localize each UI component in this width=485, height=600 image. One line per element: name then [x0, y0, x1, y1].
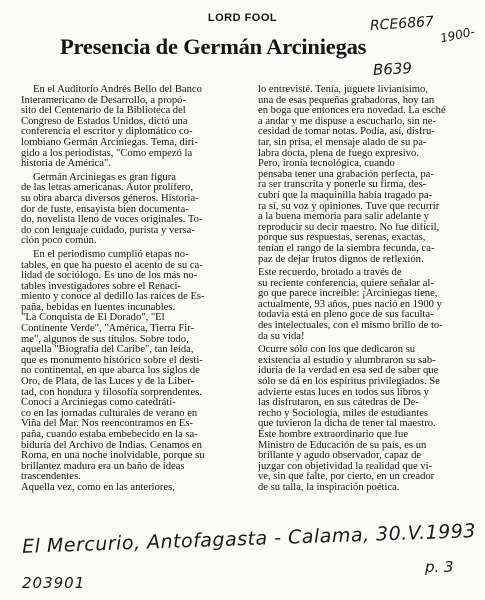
text-line: de su talla, la inspiración poética. [258, 482, 400, 493]
text-line: Este hombre extraordinario que fue [258, 430, 409, 440]
shelf-mark-note: B639 [372, 58, 413, 80]
text-line: biduría del Archivo de Indias. Cenamos en [21, 440, 202, 451]
text-line: En el periodismo cumplió etapas no- [33, 249, 189, 260]
text-line: Este recuerdo, brotado a través de [258, 268, 402, 279]
article-column-right [258, 85, 468, 494]
text-line: ción poco común. [21, 236, 97, 247]
stamp-number-note: 203901 [22, 574, 86, 592]
text-line: Pero, ironía tecnológica, cuando [258, 159, 395, 170]
text-line: todavía está en pleno goce de sus faculta- [258, 310, 434, 321]
text-line: recho y Sociología, miles de estudiantes [258, 408, 429, 419]
text-line: que tuvieron la dicha de tener tal maestro. [258, 419, 436, 430]
text-line: advierte estas luces en todos sus libros y [258, 387, 429, 398]
text-line: go que parece increíble: ¡Arciniegas tiene, [258, 289, 438, 300]
article-column-left [21, 85, 254, 494]
text-line: paña, bebidas en fuentes incunables. [21, 302, 176, 313]
text-line: Roma, en una noche inolvidable, porque su [21, 451, 205, 462]
text-line: su reciente conferencia, quiere señalar al- [258, 278, 434, 289]
text-line: me", algunos de sus títulos. Sobre todo, [21, 334, 189, 345]
text-line: tables, en que ha puesto el acento de su ca- [21, 260, 203, 271]
text-line: porque sus respuestas, serenas, exactas, [258, 233, 426, 244]
text-line: cesidad de tomar notas. Podía, así, disfru- [258, 127, 435, 138]
text-line: las disfrutaron, en sus cátedras de De- [258, 398, 419, 409]
text-line: Conocí a Arciniegas como catedráti- [21, 398, 176, 409]
text-line: paz de dejar frutos dignos de reflexión. [258, 254, 424, 265]
text-line: gido a los periodistas, "Como empezó la [21, 148, 193, 159]
text-line: existencia al estudio y alumbraron su sab- [258, 355, 436, 366]
text-line: ra sí, su voz y opiniones. Tuve que recurrir [258, 201, 440, 212]
text-line: sólo se dá en los espíritus privilegiados. Se [258, 377, 440, 388]
text-line: cubrí que la maquinilla había tragado pa- [258, 190, 433, 201]
text-line: ve, sin que falte, por cierto, en un creador [258, 472, 435, 483]
text-line: Ministro de Educación de su país, es un [258, 440, 427, 451]
text-line: Germán Arciniegas es gran figura [33, 172, 176, 183]
text-line: a la buena memoria para salir adelante y [258, 212, 429, 223]
text-line: trascendentes. [21, 472, 81, 483]
text-line: aquella "Biografía del Caribe", tan leída, [21, 345, 194, 356]
text-line: no continental, en que abarca los siglos de [21, 366, 200, 377]
source-note: El Mercurio, Antofagasta - Calama, 30.V.1993 [21, 520, 477, 558]
text-line: juzgar con objetividad la realidad que vi- [258, 461, 433, 472]
text-line: des intelectuales, con el mismo brillo de to- [258, 321, 443, 332]
catalog-code-note: RCE6867 [369, 13, 435, 35]
text-line: "La Conquista de El Dorado", "El [21, 313, 165, 324]
text-line: lombiano Germán Arciniegas. Tema, diri- [21, 137, 198, 148]
text-line: Viña del Mar. Nos reencontramos en Es- [21, 419, 194, 430]
text-line: tad, con hondura y filosofía sorprendentes. [21, 387, 202, 398]
text-line: historia de América". [21, 159, 111, 170]
text-line: lo entrevisté. Tenía, juguete livianísimo, [258, 85, 428, 95]
text-line: brillantez madura era un baño de ideas [21, 461, 185, 472]
text-line: Aquella vez, como en las anteriores, [21, 482, 175, 493]
text-line: Congreso de Estados Unidos, dictó una [21, 116, 188, 127]
text-line: tables investigadores sobre el Renaci- [21, 281, 182, 292]
text-line: que es monumento histórico sobre el desti- [21, 355, 203, 366]
text-line: en boga que entonces era novedad. La esché [258, 106, 446, 117]
text-line: su obra abarca diversos géneros. Historia- [21, 193, 199, 204]
text-line: do, novelista lleno de voces originales. To- [21, 215, 203, 226]
text-line: do con lenguaje cuidado, purista y versa- [21, 225, 195, 236]
text-line: sito del Centenario de la Biblioteca del [21, 106, 186, 117]
text-line: brillante y agudo observador, capaz de [258, 451, 422, 462]
text-line: Ocurre sólo con los que dedicaron su [258, 345, 416, 356]
text-line: una de esas pequeñas grabadoras, hoy tan [258, 95, 435, 106]
text-line: dor de fuste, ensayista bien documenta- [21, 204, 189, 215]
text-line: da su vida! [258, 331, 305, 342]
text-line: conferencia el escritor y diplomático co- [21, 127, 193, 138]
text-line: tenían el rango de la siembra fecunda, ca- [258, 243, 435, 254]
text-line: pensaba tener una grabación perfecta, pa- [258, 169, 434, 180]
text-line: lidad de sociólogo. Es uno de los más no- [21, 271, 198, 282]
section-label: LORD FOOL [207, 12, 278, 24]
text-line: En el Auditorio Andrés Bello del Banco [33, 85, 202, 95]
text-line: co en las jornadas culturales de verano en [21, 408, 198, 419]
text-line: actualmente, 93 años, pues nació en 1900 y [258, 299, 442, 310]
text-line: labra docta, plena de fuego expresivo. [258, 148, 419, 159]
article-title: Presencia de Germán Arciniegas [60, 34, 367, 59]
text-line: paña, cuando estaba embebecido en la sa- [21, 430, 198, 440]
text-line: ra ser transcrita y ponerle su firma, des- [258, 180, 427, 191]
text-line: tar, sin prisa, el mensaje alado de su pa- [258, 137, 427, 148]
text-line: Oro, de Plata, de las Luces y de la Liber- [21, 377, 195, 388]
text-line: a andar y me dispuse a escucharlo, sin ne- [258, 116, 436, 127]
text-line: reproducir su decir maestro. No fue difícil, [258, 222, 440, 233]
text-line: miento y conoce al dedillo las raíces de Es- [21, 292, 205, 303]
text-line: Interamericano de Desarrollo, a propó- [21, 95, 187, 106]
page-note: p. 3 [425, 558, 454, 576]
text-line: iduría de la verdad en esa sed de saber que [258, 366, 439, 377]
text-line: de las letras americanas. Autor prolífero, [21, 183, 194, 194]
year-note: 1900- [438, 24, 476, 46]
text-line: Continente Verde", "América, Tierra Fir- [21, 324, 194, 335]
